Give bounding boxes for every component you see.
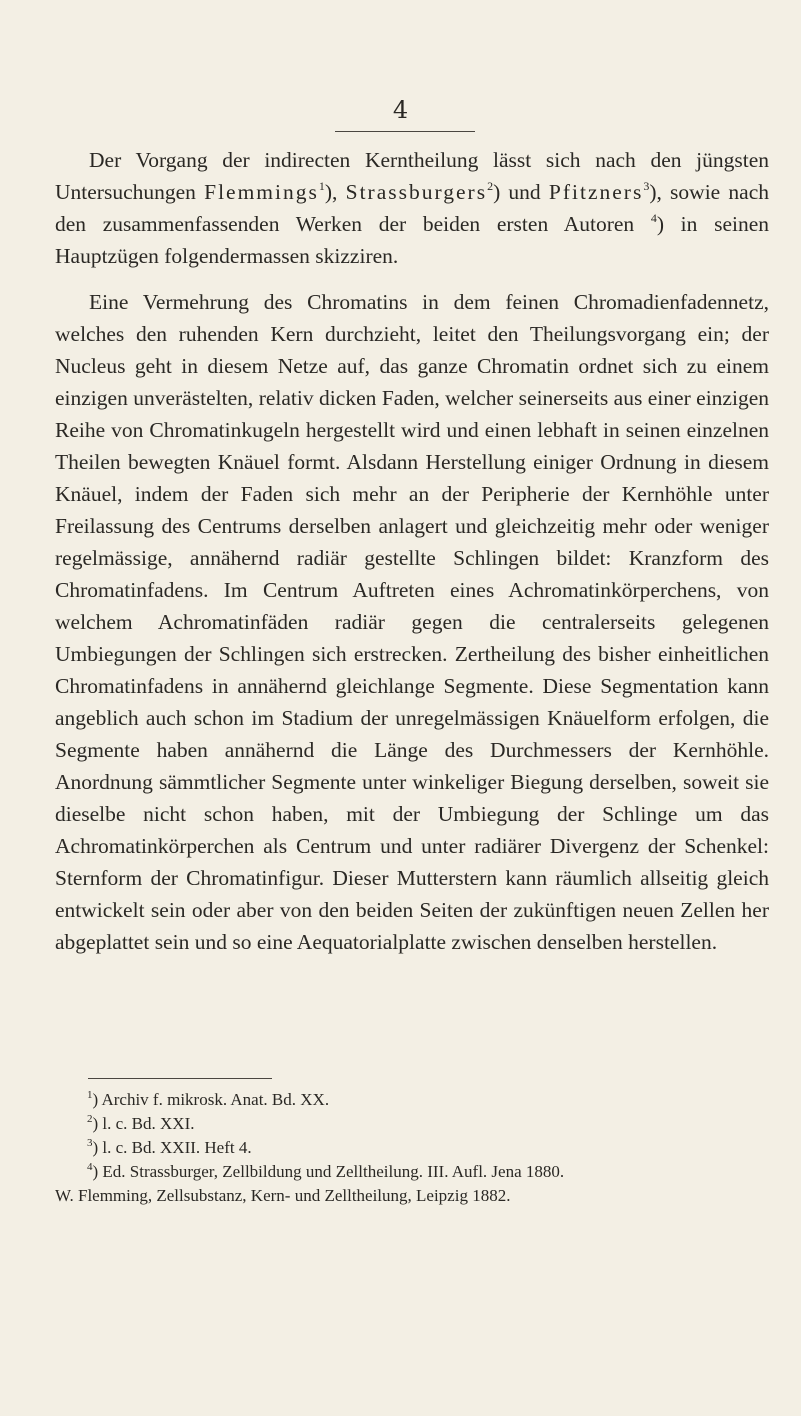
footnote-mark: 1 [87, 1089, 93, 1101]
page-number: 4 [392, 96, 409, 124]
footnote-mark: 4 [87, 1161, 93, 1173]
p1-text-4: ), sowie nach den zusammenfassenden Werken der beiden ersten Autoren [55, 180, 769, 236]
footnote-2 [55, 1112, 769, 1136]
paragraph-2: Eine Vermehrung des Chromatins in dem feinen Chromadienfadennetz, welches den ruhenden Kern durchzieht, leitet den Theilungsvorgang ein; der Nucleus geht in diesem Netze auf, das ganze Chromatin ordnet sich zu einem einzigen unverästelten, relativ dicken Faden, welcher seinerseits aus einer einzigen Reihe von Chromatinkugeln hergestellt wird und einen lebhaft in seinen einzelnen Theilen bewegten Knäuel formt. Alsdann Herstellung einiger Ordnung in diesem Knäuel, indem der Faden sich mehr an der Peripherie der Kernhöhle unter Freilassung des Centrums derselben anlagert und gleichzeitig mehr oder weniger regelmässige, annähernd radiär gestellte Schlingen bildet: Kranzform des Chromatinfadens. Im Centrum Auftreten eines Achromatinkörperchens, von welchem Achromatinfäden radiär gegen die centralerseits gelegenen Umbiegungen der Schlingen sich erstrecken. Zertheilung des bisher einheitlichen Chromatinfadens in annähernd gleichlange Segmente. Diese Segmentation kann angeblich auch schon im Stadium der unregelmässigen Knäuelform erfolgen, die Segmente haben annähernd die Länge des Durchmessers der Kernhöhle. Anordnung sämmtlicher Segmente unter winkeliger Biegung derselben, soweit sie dieselbe nicht schon haben, mit der Umbiegung der Schlinge um das Achromatinkörperchen als Centrum und unter radiärer Divergenz der Schenkel: Sternform der Chromatinfigur. Dieser Mutterstern kann räumlich allseitig gleich entwickelt sein oder aber von den beiden Seiten der zukünftigen neuen Zellen her abgeplattet sein und so eine Aequatorialplatte zwischen denselben herstellen. [55, 290, 769, 954]
footnote-text: ) l. c. Bd. XXII. Heft 4. [92, 1138, 252, 1157]
footnote-ref-2: 2 [487, 179, 494, 193]
footnotes [55, 1088, 769, 1208]
author-name-strassburger: Strassburgers [345, 180, 488, 204]
paragraph-1 [55, 144, 769, 272]
author-name-flemming: Flemmings [204, 180, 319, 204]
p1-text-3: ) und [493, 180, 549, 204]
footnote-text: ) Ed. Strassburger, Zellbildung und Zelltheilung. III. Aufl. Jena 1880. [92, 1162, 565, 1181]
footnote-mark: 2 [87, 1113, 93, 1125]
author-name-pfitzner: Pfitzners [548, 180, 644, 204]
footnote-ref-1: 1 [318, 179, 325, 193]
footnote-4 [55, 1160, 769, 1184]
footnote-rule [88, 1078, 272, 1079]
footnote-3 [55, 1136, 769, 1160]
p1-text-5: ) in seinen Hauptzügen folgendermassen skizziren. [55, 212, 770, 268]
header-rule [335, 131, 475, 132]
footnote-ref-3: 3 [643, 179, 650, 193]
footnote-ref-4: 4 [650, 211, 657, 225]
p1-text-2: ), [324, 180, 346, 204]
main-text [55, 144, 769, 958]
p1-text-1: Der Vorgang der indirecten Kerntheilung lässt sich nach den jüngsten Untersuchungen [55, 148, 769, 204]
footnote-1 [55, 1088, 769, 1112]
footnote-mark: 3 [87, 1137, 93, 1149]
footnote-text: ) l. c. Bd. XXI. [92, 1114, 195, 1133]
footnote-4-continuation: W. Flemming, Zellsubstanz, Kern- und Zelltheilung, Leipzig 1882. [55, 1186, 511, 1205]
footnote-text: ) Archiv f. mikrosk. Anat. Bd. XX. [92, 1090, 330, 1109]
